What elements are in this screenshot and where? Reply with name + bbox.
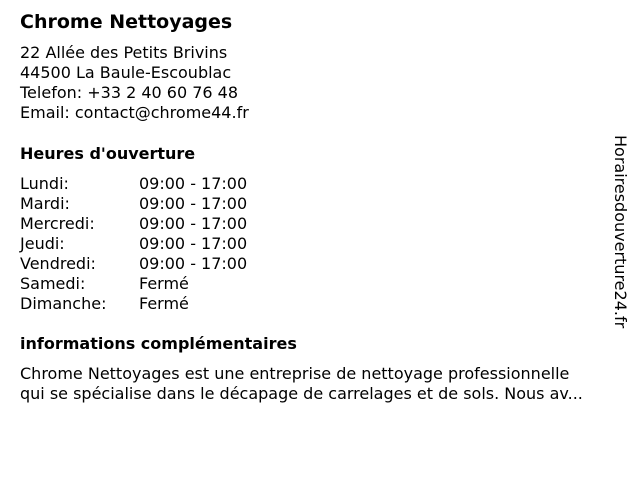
additional-info-title: informations complémentaires — [20, 334, 297, 353]
hours-day: Jeudi: — [20, 234, 65, 253]
description-line: Chrome Nettoyages est une entreprise de nettoyage professionnelle — [20, 364, 570, 383]
email-address: Email: contact@chrome44.fr — [20, 103, 249, 122]
address-city: 44500 La Baule-Escoublac — [20, 63, 232, 82]
address-street: 22 Allée des Petits Brivins — [20, 43, 228, 62]
hours-time: 09:00 - 17:00 — [139, 254, 248, 273]
hours-time: 09:00 - 17:00 — [139, 174, 248, 193]
hours-time: Fermé — [139, 294, 189, 313]
hours-time: 09:00 - 17:00 — [139, 194, 248, 213]
phone-number: Telefon: +33 2 40 60 76 48 — [20, 83, 239, 102]
hours-day: Vendredi: — [20, 254, 96, 273]
hours-time: 09:00 - 17:00 — [139, 234, 248, 253]
business-name: Chrome Nettoyages — [20, 11, 233, 33]
opening-hours-title: Heures d'ouverture — [20, 144, 196, 163]
hours-day: Dimanche: — [20, 294, 107, 313]
hours-day: Lundi: — [20, 174, 69, 193]
hours-day: Mardi: — [20, 194, 70, 213]
site-watermark: Horairesdouverture24.fr — [611, 135, 630, 329]
hours-day: Samedi: — [20, 274, 86, 293]
description-line: qui se spécialise dans le décapage de carrelages et de sols. Nous av... — [20, 384, 583, 403]
hours-day: Mercredi: — [20, 214, 95, 233]
contact-block — [20, 43, 249, 123]
hours-time: Fermé — [139, 274, 189, 293]
hours-time: 09:00 - 17:00 — [139, 214, 248, 233]
additional-info-text — [20, 364, 632, 404]
